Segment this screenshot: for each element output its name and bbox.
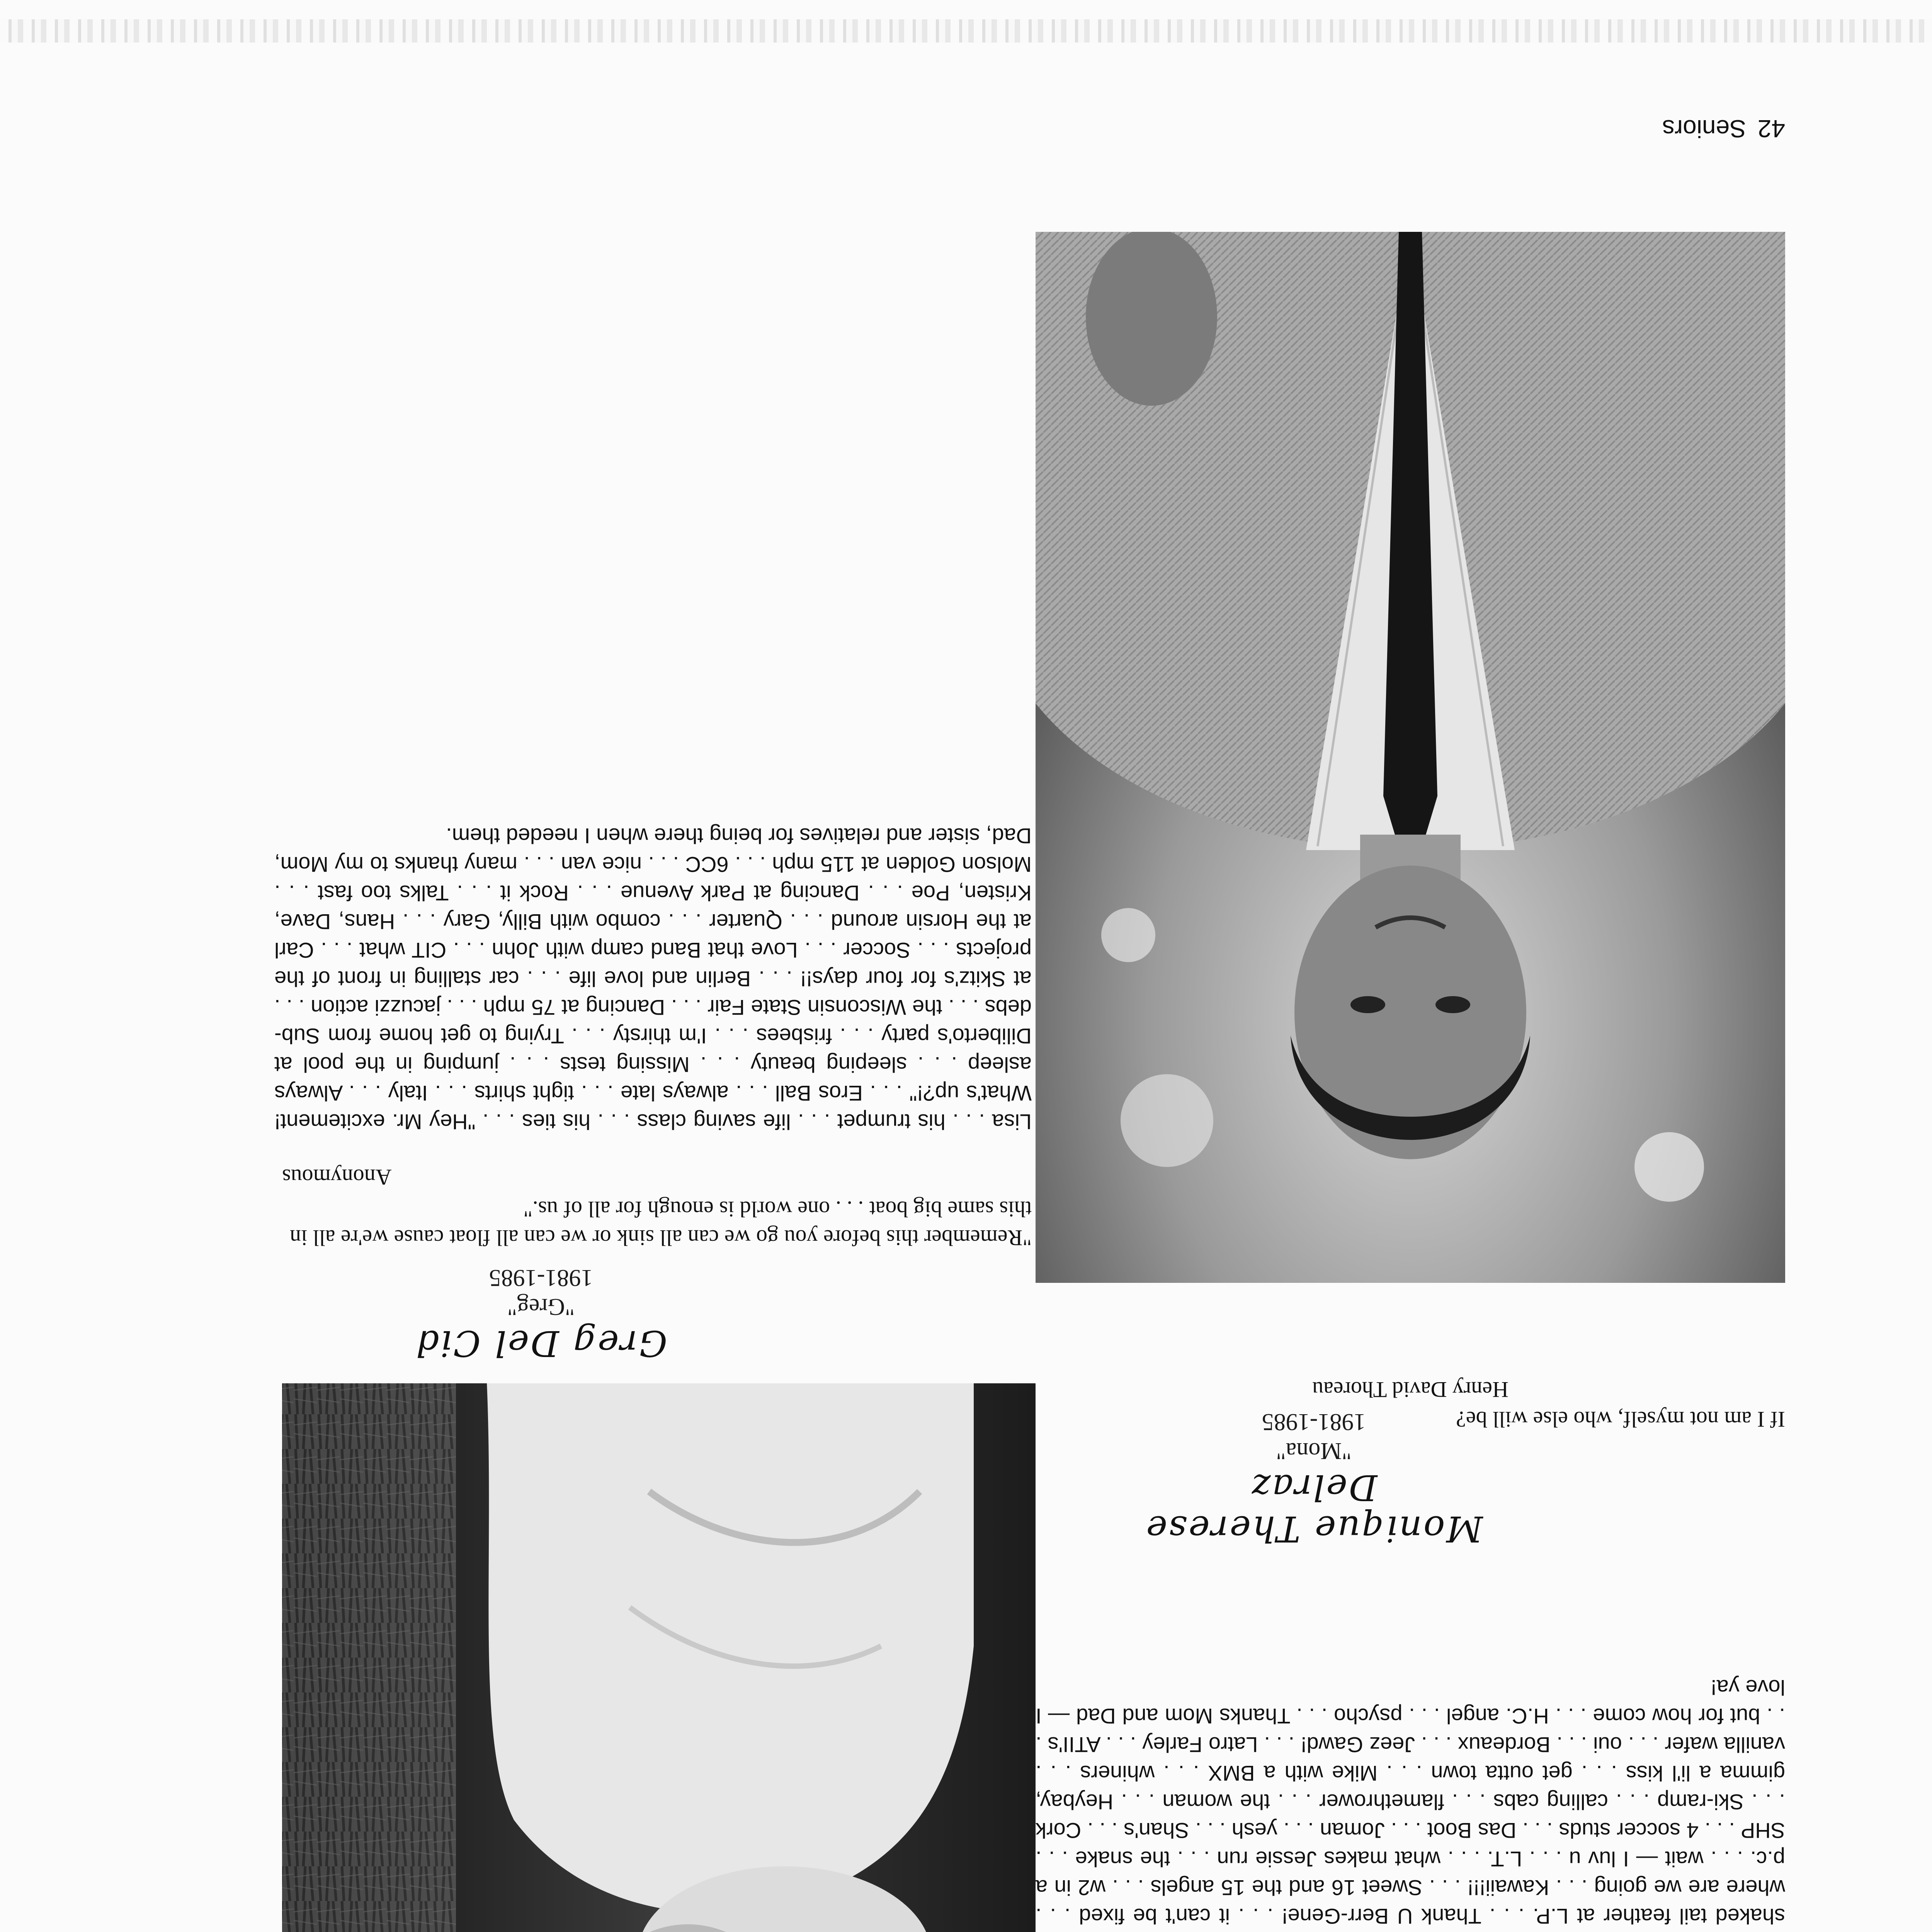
page-number: 42 xyxy=(1757,115,1785,143)
senior-1-years: 1981-1985 xyxy=(1262,1409,1366,1435)
senior-1-nickname: "Mona" xyxy=(1276,1438,1352,1464)
senior-2-body: Lisa . . . his trumpet . . . life saving class . . . his ties . . . "Hey Mr. excitement! What's up?!" . . . Eros Ball . . . always late . . . tight shirts . . . Italy . . . Always asleep . . . sleeping beauty . . . Missing tests . . . jumping in the pool at Diliberto's party . . . frisbees . . . I'm thirsty . . . Trying to get home from Sub-debs . . . the Wisconsin State Fair . . . Dancing at 75 mph . . . jacuzzi action . . . at Skitz's for four days!! . . . Berlin and love life . . . car stalling in front of the projects . . . Soccer . . . Love that Band camp with John . . . CIT what . . . Carl at the Horsin around . . . Quarter . . . combo with Billy, Gary . . . Hans, Dave, Kristen, Poe . . . Dancing at Park Avenue . . . Rock it . . . Talks too fast . . . Molson Golden at 115 mph . . . 6CC . . . nice van . . . many thanks to my Mom, Dad, sister and relatives for being there when I needed them. xyxy=(274,824,1032,1134)
portrait-man-in-jacket-and-tie xyxy=(1036,232,1785,1283)
senior-1-body-column: shaked tail feather at L.P. . . . Thank U Berr-Gene! . . . it can't be fixed . . . where are we going . . . Kawaii!!! . . . Sweet 16 and the 15 angels . . . w2 in a p.c. . . . wait — I luv u . . . L.T. . . . what makes Jessie run . . . the snake . . . SHP . . . 4 soccer studs . . . Das Boot . . . Joman . . . yesh . . . Shan's . . . Cork . . . Ski-ramp . . . calling cabs . . . flamethrower . . . the woman . . . Heybay, gimma a li'l kiss . . . get outta town . . . Mike with a BMX . . . whiners . . . vanilla wafer . . . oui . . . Bordeaux . . . Jeez Gawd! . . . Latro Farley . . . ATII's . . . but for how come . . . H.C. angel . . . psycho . . . Thanks Mom and Dad — I love ya! xyxy=(1036,1675,1785,1929)
photo-monique xyxy=(282,1383,1036,1932)
senior-2-nickname: "Greg" xyxy=(507,1294,575,1320)
senior-2-quote: "Remember this before you go we can all sink or we can all float cause we're all in this same big boat . . . one world is enough for all of us." xyxy=(289,1197,1032,1250)
photo-greg xyxy=(1036,232,1785,1283)
senior-2-name: Greg Del Cid xyxy=(415,1323,667,1364)
senior-2-quote-author: Anonymous xyxy=(282,1165,392,1190)
senior-2-heading xyxy=(309,1264,773,1364)
portrait-woman-by-tree xyxy=(282,1383,1036,1932)
section-name: Seniors xyxy=(1662,115,1746,143)
senior-1-quote-author: Henry David Thoreau xyxy=(1312,1377,1509,1402)
senior-1-quote: If I am not myself, who else will be? xyxy=(1456,1407,1785,1432)
senior-1-name: Monique Therese Delraz xyxy=(1145,1467,1483,1549)
scan-edge-bottom xyxy=(0,19,1932,43)
page-folio xyxy=(1651,114,1785,143)
senior-2-years: 1981-1985 xyxy=(489,1265,593,1291)
